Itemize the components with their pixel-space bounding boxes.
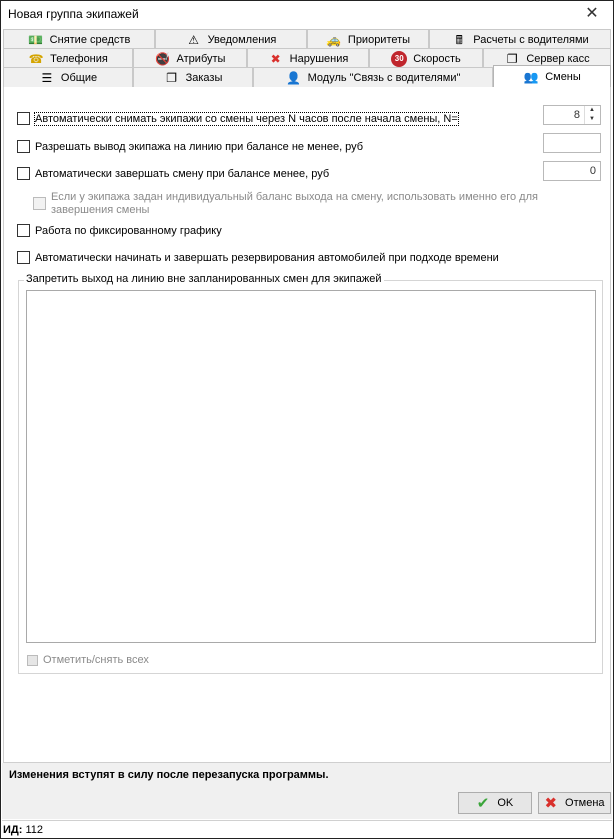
auto-reservation-checkbox[interactable] [17, 251, 30, 264]
auto-finish-label: Автоматически завершать смену при балансе менее, руб [35, 167, 330, 180]
close-button[interactable]: ✕ [585, 5, 599, 22]
auto-remove-checkbox[interactable] [17, 112, 30, 125]
spinner-buttons[interactable] [584, 106, 599, 124]
red-x-icon: ✖ [544, 795, 558, 812]
status-id [3, 824, 43, 836]
group-title: Запретить выход на линию вне запланированных смен для экипажей [26, 273, 382, 285]
fixed-schedule-checkbox[interactable] [17, 224, 30, 237]
tab-violations[interactable] [247, 48, 369, 68]
tab-speed[interactable] [369, 48, 483, 68]
tab-label: Приоритеты [347, 33, 411, 46]
auto-reservation-option[interactable] [17, 251, 499, 264]
allow-line-option[interactable] [17, 140, 363, 153]
tab-notifications[interactable] [155, 29, 307, 49]
window-title: Новая группа экипажей [8, 7, 139, 21]
calculator-icon: 🖩 [455, 32, 463, 47]
allow-line-label: Разрешать вывод экипажа на линию при балансе не менее, руб [35, 140, 364, 153]
auto-finish-checkbox[interactable] [17, 167, 30, 180]
phone-icon: ☎ [28, 51, 44, 66]
title-bar[interactable] [2, 2, 612, 26]
hours-n-spinner[interactable] [543, 105, 601, 125]
tab-label: Уведомления [207, 33, 277, 46]
taxi-icon: 🚕 [326, 32, 342, 47]
speed-limit-icon: 30 [391, 51, 407, 67]
select-all-label: Отметить/снять всех [43, 654, 149, 666]
auto-finish-option[interactable] [17, 167, 329, 180]
shift-restriction-group [18, 273, 603, 674]
tab-label: Модуль "Связь с водителями" [307, 71, 461, 84]
tab-withdrawal[interactable] [3, 29, 155, 49]
settings-sheet-icon: ☰ [41, 70, 53, 85]
ok-button[interactable] [458, 792, 532, 814]
ok-label: OK [497, 797, 514, 809]
fixed-schedule-label: Работа по фиксированному графику [35, 224, 222, 237]
tab-priorities[interactable] [307, 29, 429, 49]
auto-remove-label: Автоматически снимать экипажи со смены через N часов после начала смены, N= [35, 112, 458, 125]
allow-line-checkbox[interactable] [17, 140, 30, 153]
tab-label: Снятие средств [49, 33, 131, 46]
shifts-panel [3, 87, 611, 763]
checkmark-icon: ✔ [476, 795, 490, 812]
tab-orders[interactable] [133, 67, 253, 87]
spin-up-icon[interactable]: ▲ [589, 107, 595, 113]
id-value: 112 [25, 824, 44, 836]
tab-label: Расчеты с водителями [473, 33, 589, 46]
tab-shifts[interactable] [493, 65, 611, 87]
tab-strip [3, 29, 611, 87]
select-all-checkbox[interactable] [27, 655, 38, 666]
tab-driver-communication[interactable] [253, 67, 493, 87]
money-icon: 💵 [28, 32, 44, 47]
auto-remove-option[interactable] [17, 112, 458, 125]
spin-down-icon[interactable]: ▼ [589, 116, 595, 122]
status-bar [2, 820, 612, 838]
individual-balance-option[interactable] [33, 191, 601, 217]
individual-balance-checkbox[interactable] [33, 197, 46, 210]
driver-icon: 👤 [286, 70, 302, 85]
fixed-schedule-option[interactable] [17, 224, 222, 237]
hours-n-value: 8 [573, 109, 580, 121]
min-balance-input[interactable] [543, 133, 601, 153]
tab-telephony[interactable] [3, 48, 133, 68]
tab-label: Скорость [413, 52, 461, 65]
restart-notice: Изменения вступят в силу после перезапуска программы. [9, 769, 329, 781]
tab-driver-payments[interactable] [429, 29, 611, 49]
tab-label: Сервер касс [526, 52, 590, 65]
tab-label: Нарушения [289, 52, 349, 65]
no-smoking-icon: 🚭 [155, 51, 171, 66]
tab-label: Смены [545, 70, 581, 83]
copy-icon: ❐ [506, 51, 518, 66]
tab-label: Общие [60, 71, 98, 84]
finish-balance-input[interactable]: 0 [543, 161, 601, 181]
tab-attributes[interactable] [133, 48, 247, 68]
bottom-area [2, 763, 612, 819]
select-all-option[interactable] [27, 654, 149, 666]
auto-reservation-label: Автоматически начинать и завершать резервирования автомобилей при подходе времени [35, 251, 499, 264]
warning-icon: ⚠ [188, 32, 199, 47]
tab-general[interactable] [3, 67, 133, 87]
cancel-label: Отмена [565, 797, 605, 809]
cancel-button[interactable] [538, 792, 611, 814]
tab-label: Атрибуты [176, 52, 226, 65]
tab-label: Заказы [185, 71, 223, 84]
id-label: ИД: [3, 824, 23, 836]
red-x-icon: ✖ [270, 51, 281, 66]
crew-list[interactable] [26, 290, 596, 643]
people-icon: 👥 [523, 69, 539, 84]
orders-icon: ❐ [166, 70, 177, 85]
individual-balance-label: Если у экипажа задан индивидуальный баланс выхода на смену, использовать именно его для завершения смены [51, 191, 538, 216]
tab-label: Телефония [50, 52, 108, 65]
